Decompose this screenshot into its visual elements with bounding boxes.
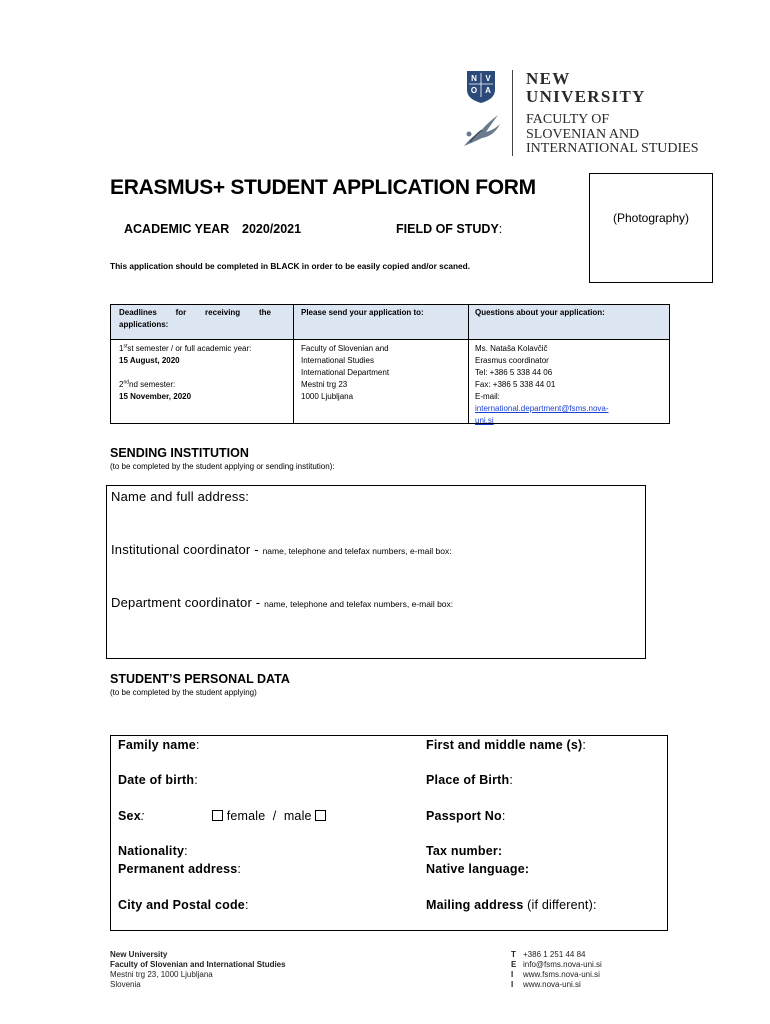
dept-hint: name, telephone and telefax numbers, e-mail box: [264, 599, 454, 609]
sex-options [212, 809, 326, 823]
faculty-name-line: FACULTY OF [526, 112, 610, 127]
send-address [301, 343, 389, 403]
sem1-label-line: 1stst semester / or full academic year: [119, 343, 252, 353]
pob-label: Place of Birth [426, 773, 510, 787]
faculty-emblem-icon [460, 112, 502, 150]
male-checkbox[interactable] [315, 810, 326, 821]
contact-line: Fax: +386 5 338 44 01 [475, 380, 556, 389]
contact-line: Tel: +386 5 338 44 06 [475, 368, 553, 377]
footer-web-university[interactable] [511, 980, 602, 990]
colon: : [140, 809, 145, 823]
footer-contacts [511, 950, 602, 990]
address-line: Mestni trg 23 [301, 380, 348, 389]
contact-value: +386 1 251 44 84 [523, 950, 586, 959]
passport-label: Passport No [426, 809, 502, 823]
logo-shield-icon [466, 70, 496, 104]
colon: : [582, 738, 587, 752]
email-link-line[interactable]: international.department@fsms.nova- [475, 404, 609, 413]
nationality-field[interactable] [118, 844, 188, 858]
sem2-prefix: 2 [119, 380, 124, 389]
field-of-study-text: FIELD OF STUDY [396, 222, 499, 236]
contact-value: www.fsms.nova-uni.si [523, 970, 600, 979]
footer-address [110, 950, 286, 990]
personal-data-note: (to be completed by the student applying) [110, 688, 257, 697]
contact-line: E-mail: [475, 392, 500, 401]
contact-line: Ms. Nataša Kolavčič [475, 344, 548, 353]
contact-line: Erasmus coordinator [475, 356, 549, 365]
contact-key: E [511, 960, 517, 969]
address-line: Faculty of Slovenian and [301, 344, 389, 353]
logo-divider [512, 70, 513, 156]
university-name-line: NEW [526, 69, 571, 88]
contact-key: I [511, 980, 514, 989]
footer-country: Slovenia [110, 980, 141, 989]
sem1-prefix: 1 [119, 344, 124, 353]
department-coordinator-label [111, 595, 453, 610]
mailing-address-label: Mailing address [426, 898, 524, 912]
footer-email[interactable] [511, 960, 602, 970]
native-language-field[interactable]: Native language: [426, 862, 530, 876]
sem1-date: 15 August, 2020 [119, 356, 180, 365]
field-of-study-colon: : [498, 222, 503, 236]
colon: : [592, 898, 597, 912]
personal-data-title: STUDENT’S PERSONAL DATA [110, 672, 290, 686]
date-of-birth-field[interactable] [118, 773, 198, 787]
permanent-address-label: Permanent address [118, 862, 238, 876]
contact-value: info@fsms.nova-uni.si [523, 960, 602, 969]
first-name-field[interactable] [426, 738, 586, 752]
faculty-name [526, 113, 699, 157]
university-name-line: UNIVERSITY [526, 87, 646, 106]
permanent-address-field[interactable] [118, 862, 241, 876]
footer-faculty: Faculty of Slovenian and International Studies [110, 960, 286, 969]
footer-web-faculty[interactable] [511, 970, 602, 980]
field-of-study-label [396, 222, 502, 236]
email-link-line[interactable]: uni.si [475, 416, 494, 425]
logo-letter-n: N [471, 74, 477, 83]
form-title: ERASMUS+ STUDENT APPLICATION FORM [110, 176, 536, 199]
instruction-text: This application should be completed in BLACK in order to be easily copied and/or scaned. [110, 261, 471, 271]
deadline-sem1 [119, 343, 251, 367]
sending-institution-note: (to be completed by the student applying or sending institution): [110, 462, 335, 471]
deadlines-table [110, 304, 670, 424]
mailing-address-note: (if different) [527, 898, 593, 912]
faculty-name-line: INTERNATIONAL STUDIES [526, 141, 699, 156]
header-deadlines: Deadlines for receiving the applications: [119, 308, 271, 329]
header-questions: Questions about your application: [475, 308, 605, 317]
footer-street: Mestni trg 23, 1000 Ljubljana [110, 970, 213, 979]
sem1-label: st semester / or full academic year: [127, 344, 252, 353]
colon: : [509, 773, 514, 787]
sex-slash: / [272, 809, 277, 823]
place-of-birth-field[interactable] [426, 773, 513, 787]
mailing-address-field[interactable] [426, 898, 597, 912]
contact-key: T [511, 950, 516, 959]
footer-phone [511, 950, 602, 960]
logo-letter-v: V [485, 74, 491, 83]
inst-label-text: Institutional coordinator [111, 542, 251, 557]
sem2-label-line: 2ndnd semester: [119, 379, 176, 389]
colon: : [501, 809, 506, 823]
institutional-coordinator-label [111, 542, 452, 557]
inst-hint: name, telephone and telefax numbers, e-mail box: [262, 546, 452, 556]
city-postal-field[interactable] [118, 898, 249, 912]
university-name [526, 70, 646, 106]
logo-letter-o: O [470, 86, 478, 95]
header-send-to: Please send your application to: [301, 308, 424, 317]
address-line: 1000 Ljubljana [301, 392, 354, 401]
sex-label: Sex [118, 809, 141, 823]
female-label: female [226, 809, 266, 823]
logo-letter-a: A [485, 86, 491, 95]
female-checkbox[interactable] [212, 810, 223, 821]
contact-value: www.nova-uni.si [523, 980, 581, 989]
colon: : [237, 862, 242, 876]
family-name-label: Family name [118, 738, 196, 752]
deadline-sem2 [119, 379, 191, 403]
city-postal-label: City and Postal code [118, 898, 245, 912]
personal-data-box[interactable] [110, 735, 668, 931]
passport-field[interactable] [426, 809, 506, 823]
inst-dash: - [250, 542, 263, 557]
photo-placeholder: (Photography) [612, 211, 690, 225]
sem2-label: nd semester: [129, 380, 176, 389]
family-name-field[interactable] [118, 738, 200, 752]
name-address-label: Name and full address: [111, 489, 250, 504]
sem2-date: 15 November, 2020 [119, 392, 192, 401]
address-line: International Studies [301, 356, 374, 365]
first-name-label: First and middle name (s) [426, 738, 583, 752]
nationality-label: Nationality [118, 844, 185, 858]
academic-year-label: ACADEMIC YEAR [124, 222, 230, 236]
sex-field [118, 809, 145, 823]
colon: : [244, 898, 249, 912]
table-divider [293, 305, 294, 423]
colon: : [184, 844, 188, 858]
dept-label-text: Department coordinator [111, 595, 252, 610]
sending-institution-box[interactable] [106, 485, 646, 659]
tax-number-field[interactable]: Tax number: [426, 844, 503, 858]
contact-info [475, 343, 609, 427]
sending-institution-title: SENDING INSTITUTION [110, 446, 249, 460]
academic-year-value: 2020/2021 [242, 222, 302, 236]
table-divider [468, 305, 469, 423]
male-label: male [283, 809, 312, 823]
colon: : [195, 738, 200, 752]
colon: : [194, 773, 198, 787]
dob-label: Date of birth [118, 773, 195, 787]
address-line: International Department [301, 368, 390, 377]
contact-key: I [511, 970, 514, 979]
faculty-name-line: SLOVENIAN AND [526, 126, 640, 142]
footer-org: New University [110, 950, 168, 959]
photo-box[interactable] [589, 173, 713, 283]
dept-dash: - [251, 595, 265, 610]
